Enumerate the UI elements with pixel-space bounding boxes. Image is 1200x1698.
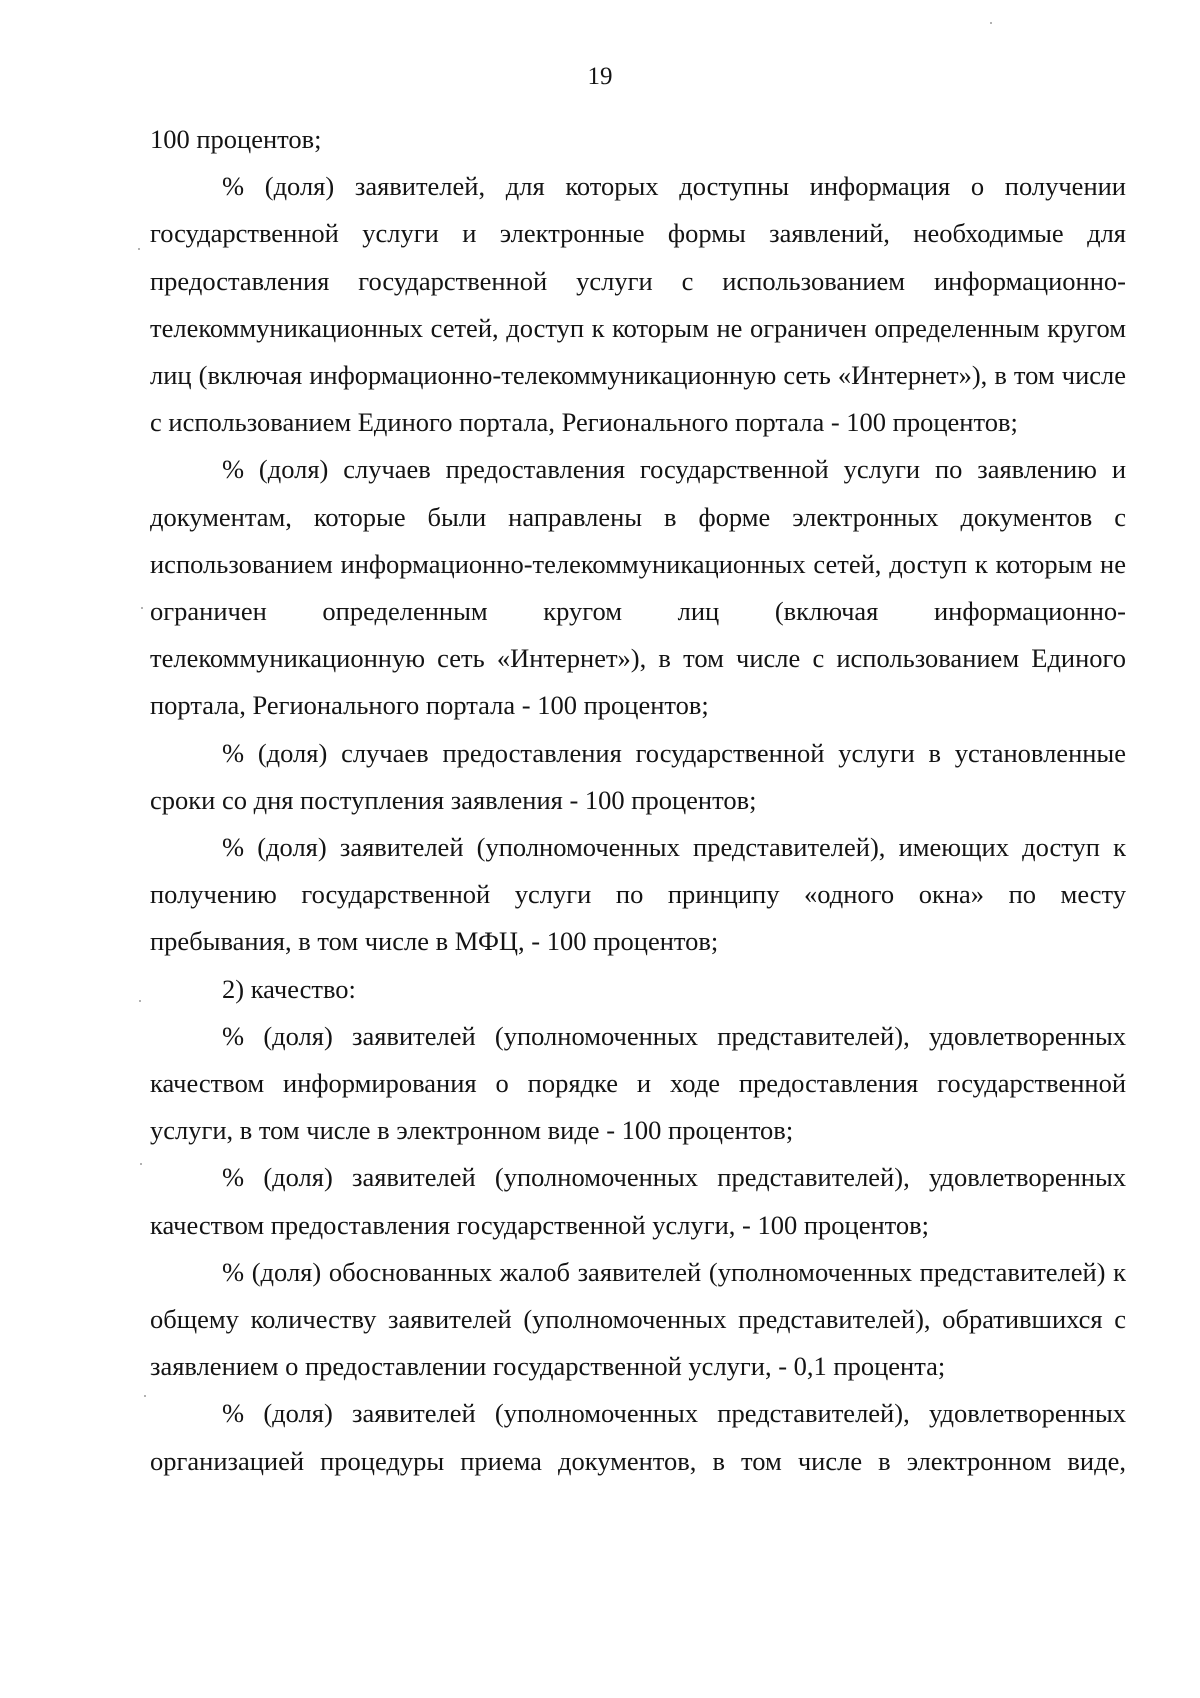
paragraph-info-availability: % (доля) заявителей, для которых доступны информация о получении государственной услуги и электронные формы заявлений, необходимые для предоставления государственной услуги с использованием информационно-телекоммуникационных сетей, доступ к которым не ограничен определенным кругом лиц (включая информационно-телекоммуникационную сеть «Интернет»), в том числе с использованием Единого портала, Регионального портала - 100 процентов; (150, 171, 1126, 438)
scan-speck (138, 248, 140, 250)
paragraph-continuation: 100 процентов; (150, 124, 322, 154)
page-number: 19 (587, 63, 613, 90)
paragraph-complaints: % (доля) обоснованных жалоб заявителей (уполномоченных представителей) к общему количеству заявителей (уполномоченных представителей), обратившихся с заявлением о предоставлении государственной услуги, - 0,1 процента; (150, 1256, 1126, 1382)
scan-speck (990, 22, 992, 24)
paragraph-document-reception: % (доля) заявителей (уполномоченных представителей), удовлетворенных организацией процедуры приема документов, в том числе в электронном виде, (150, 1398, 1126, 1476)
scan-speck (144, 1395, 146, 1397)
paragraph-one-window: % (доля) заявителей (уполномоченных представителей), имеющих доступ к получению государственной услуги по принципу «одного окна» по месту пребывания, в том числе в МФЦ, - 100 процентов; (150, 832, 1126, 957)
paragraph-quality-heading: 2) качество: (222, 973, 356, 1004)
paragraph-informing-quality: % (доля) заявителей (уполномоченных представителей), удовлетворенных качеством информирования о порядке и ходе предоставления государственной услуги, в том числе в электронном виде - 100 процентов; (150, 1020, 1126, 1146)
document-body (150, 116, 1126, 1485)
paragraph-service-quality: % (доля) заявителей (уполномоченных представителей), удовлетворенных качеством предоставления государственной услуги, - 100 процентов; (150, 1162, 1126, 1240)
scan-speck (140, 1163, 142, 1165)
scan-speck (139, 1000, 141, 1002)
scan-speck (141, 607, 143, 609)
paragraph-electronic-documents: % (доля) случаев предоставления государственной услуги по заявлению и документам, которые были направлены в форме электронных документов с использованием информационно-телекоммуникационных сетей, доступ к которым не ограничен определенным кругом лиц (включая информационно-телекоммуникационную сеть «Интернет»), в том числе с использованием Единого портала, Регионального портала - 100 процентов; (150, 454, 1126, 721)
paragraph-deadlines: % (доля) случаев предоставления государственной услуги в установленные сроки со дня поступления заявления - 100 процентов; (150, 737, 1126, 815)
